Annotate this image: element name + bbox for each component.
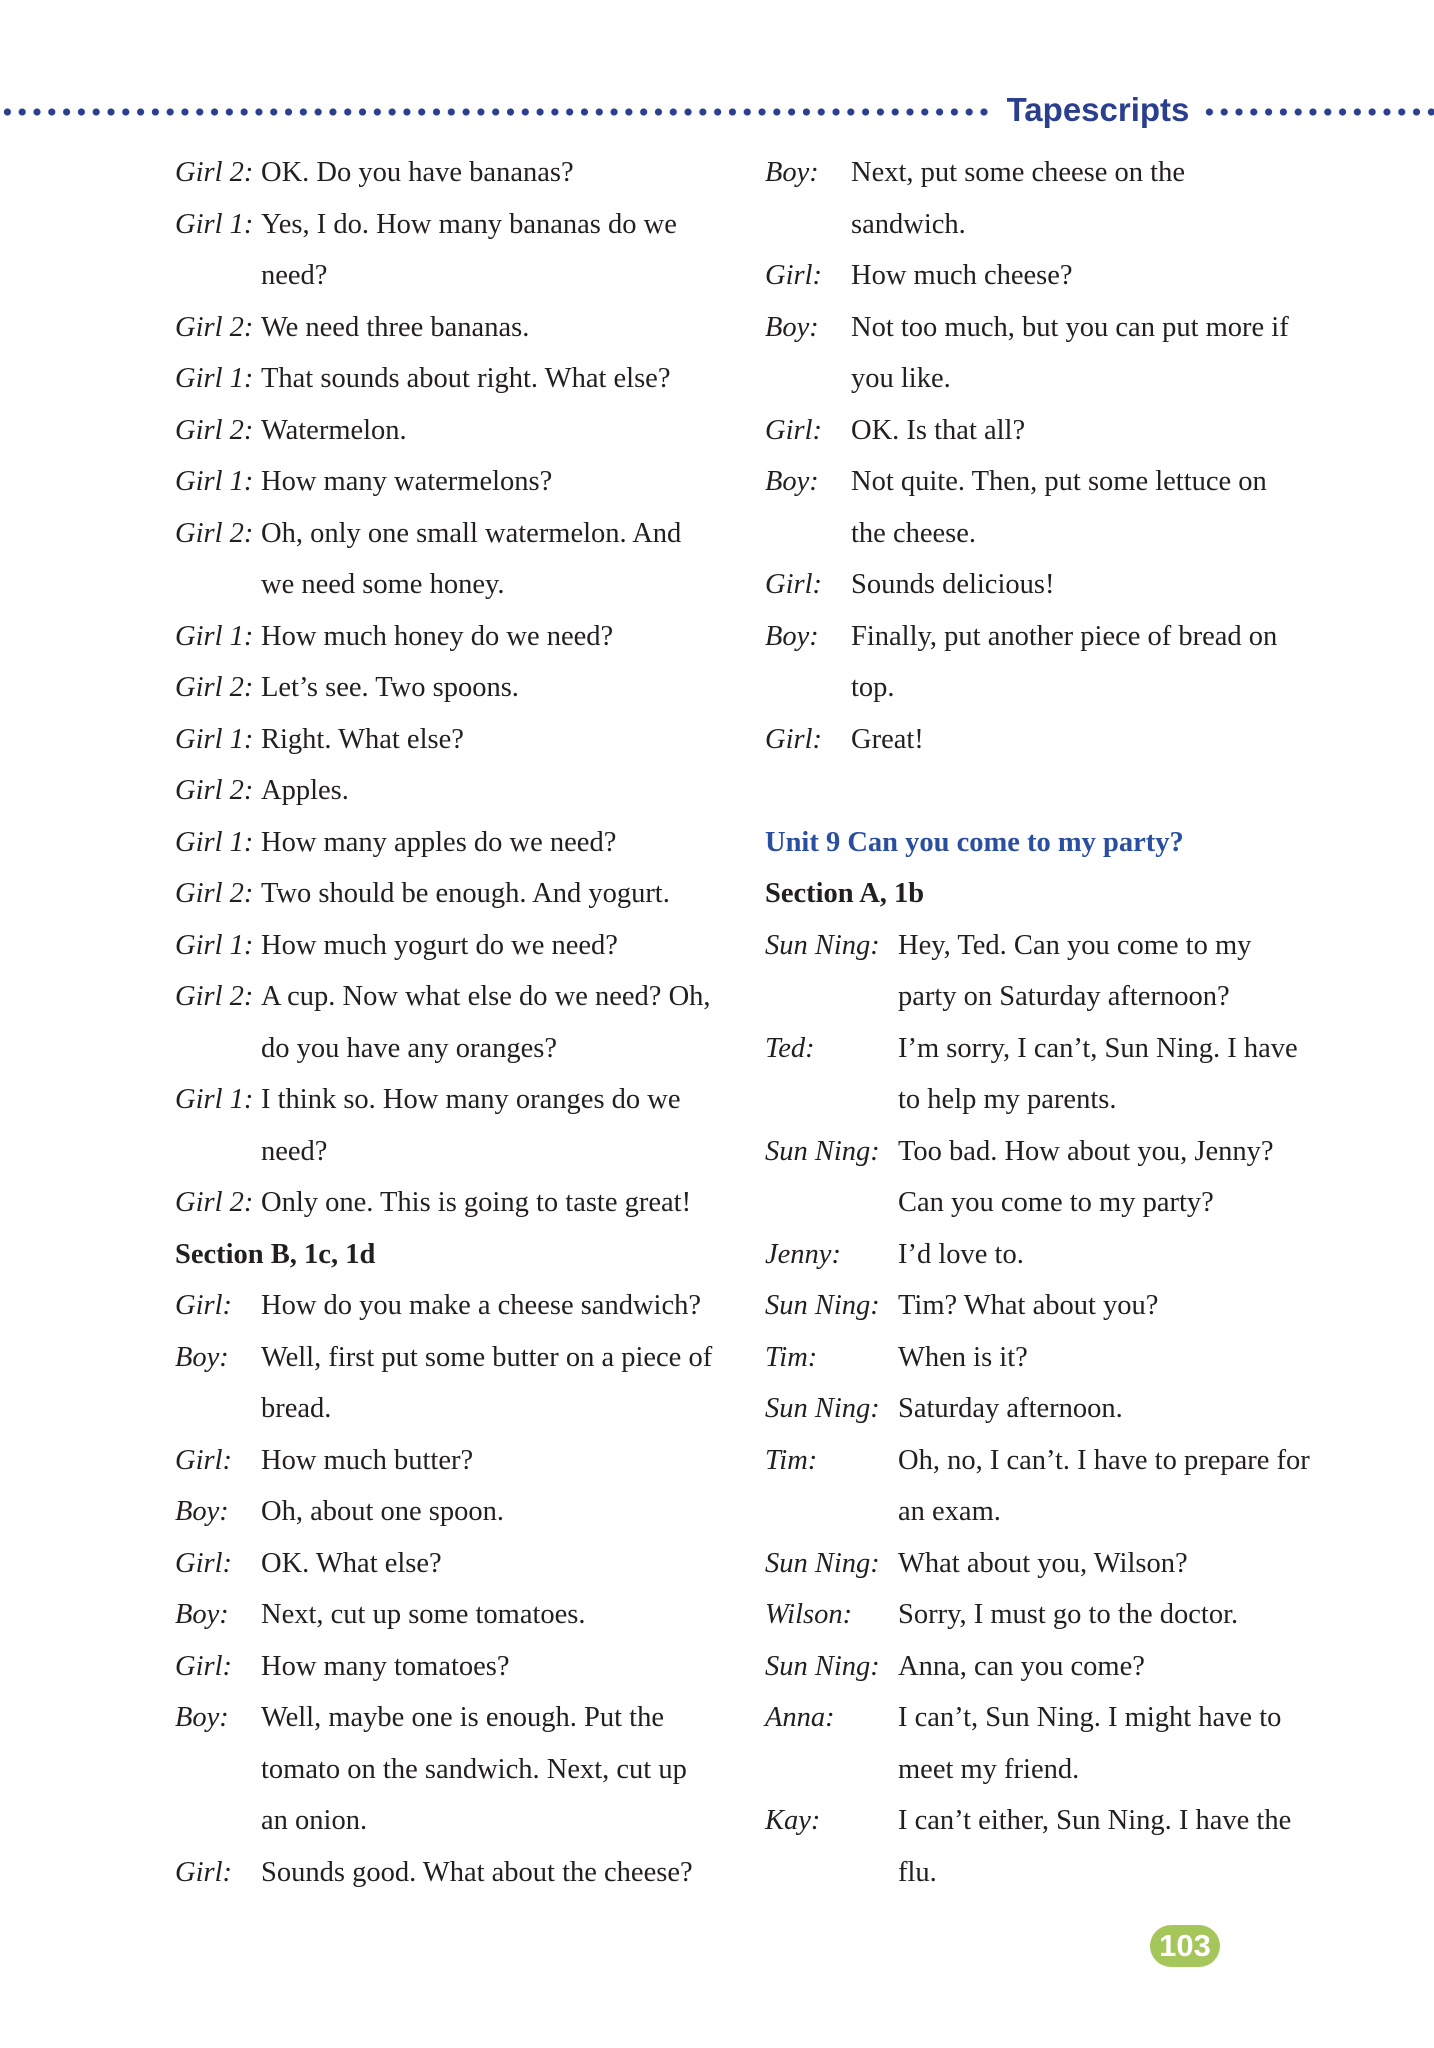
dialogue-line xyxy=(765,1435,1325,1487)
speaker-label: Girl: xyxy=(765,414,822,446)
dialogue-line-continuation xyxy=(175,1383,735,1435)
dialogue-line-continuation xyxy=(765,1177,1325,1229)
dialogue-line xyxy=(765,1538,1325,1590)
dialogue-text: Right. What else? xyxy=(261,723,464,755)
speaker-label: Boy: xyxy=(175,1496,229,1527)
dotted-rule-left xyxy=(0,108,992,116)
dialogue-line-continuation xyxy=(765,1486,1325,1538)
speaker-label: Girl 1: xyxy=(175,723,254,755)
dialogue-line-continuation xyxy=(175,1795,735,1847)
dialogue-line xyxy=(765,920,1325,972)
speaker-label: Tim: xyxy=(765,1341,818,1373)
dialogue-text: flu. xyxy=(898,1856,937,1888)
dialogue-line xyxy=(175,1074,735,1126)
dialogue-line xyxy=(175,353,735,405)
dialogue-line xyxy=(765,1383,1325,1435)
dialogue-line xyxy=(175,1177,735,1229)
speaker-label: Sun Ning: xyxy=(765,929,880,961)
header-title: Tapescripts xyxy=(1006,91,1190,128)
dialogue-text: Oh, no, I can’t. I have to prepare for xyxy=(898,1444,1310,1476)
spacer xyxy=(765,765,1325,817)
dialogue-text: Oh, only one small watermelon. And xyxy=(261,517,682,549)
dialogue-text: an onion. xyxy=(261,1805,368,1836)
dialogue-text: How much cheese? xyxy=(851,260,1073,291)
dialogue-text: sandwich. xyxy=(851,208,966,240)
dialogue-text: Hey, Ted. Can you come to my xyxy=(898,929,1252,961)
speaker-label: Boy: xyxy=(765,311,819,343)
speaker-label: Girl: xyxy=(175,1444,232,1476)
dialogue-text: Saturday afternoon. xyxy=(898,1393,1123,1424)
speaker-label: Girl: xyxy=(175,1547,232,1579)
dialogue-line xyxy=(765,611,1325,663)
dialogue-line xyxy=(175,1435,735,1487)
dialogue-text: I think so. How many oranges do we xyxy=(261,1084,681,1115)
dialogue-line-continuation xyxy=(175,250,735,302)
dialogue-text: Well, maybe one is enough. Put the xyxy=(261,1702,664,1733)
dialogue-text: I can’t either, Sun Ning. I have the xyxy=(898,1805,1292,1836)
dialogue-line xyxy=(765,1692,1325,1744)
dialogue-line-continuation xyxy=(175,1744,735,1796)
speaker-label: Girl 2: xyxy=(175,981,254,1012)
dialogue-text: meet my friend. xyxy=(898,1753,1080,1785)
dialogue-line xyxy=(175,868,735,920)
speaker-label: Girl 2: xyxy=(175,517,254,549)
dialogue-text: Sounds delicious! xyxy=(851,569,1055,600)
page-number-badge: 103 xyxy=(1150,1925,1220,1967)
dialogue-text: top. xyxy=(851,672,895,703)
dialogue-line xyxy=(175,199,735,251)
dialogue-line-continuation xyxy=(765,199,1325,251)
speaker-label: Girl 2: xyxy=(175,1187,254,1218)
dialogue-text: Great! xyxy=(851,723,924,755)
dialogue-text: We need three bananas. xyxy=(261,311,530,343)
dialogue-line xyxy=(175,508,735,560)
dialogue-text: Watermelon. xyxy=(261,414,407,446)
dialogue-line xyxy=(765,559,1325,611)
dialogue-line xyxy=(175,662,735,714)
dialogue-text: bread. xyxy=(261,1393,332,1424)
dialogue-line xyxy=(175,765,735,817)
dialogue-text: Sounds good. What about the cheese? xyxy=(261,1856,693,1888)
dialogue-text: How do you make a cheese sandwich? xyxy=(261,1290,702,1321)
dialogue-line xyxy=(765,405,1325,457)
dialogue-text: Not quite. Then, put some lettuce on xyxy=(851,466,1267,497)
speaker-label: Sun Ning: xyxy=(765,1547,880,1579)
dialogue-text: OK. Do you have bananas? xyxy=(261,157,574,188)
dialogue-line xyxy=(765,147,1325,199)
speaker-label: Sun Ning: xyxy=(765,1650,880,1682)
speaker-label: Boy: xyxy=(765,466,819,497)
speaker-label: Girl: xyxy=(765,723,822,755)
section-heading: Section B, 1c, 1d xyxy=(175,1238,376,1270)
speaker-label: Girl 1: xyxy=(175,208,254,240)
dialogue-line-continuation xyxy=(765,508,1325,560)
speaker-label: Anna: xyxy=(765,1702,835,1733)
speaker-label: Boy: xyxy=(765,157,819,188)
dialogue-text: How many watermelons? xyxy=(261,466,553,497)
speaker-label: Girl 1: xyxy=(175,466,254,497)
speaker-label: Girl 2: xyxy=(175,414,254,446)
dialogue-text: I can’t, Sun Ning. I might have to xyxy=(898,1702,1282,1733)
dialogue-text: How much honey do we need? xyxy=(261,620,614,652)
dialogue-text: need? xyxy=(261,1135,328,1167)
dialogue-line xyxy=(175,1280,735,1332)
speaker-label: Girl 2: xyxy=(175,672,254,703)
dialogue-line xyxy=(765,1229,1325,1281)
dialogue-line xyxy=(765,1641,1325,1693)
speaker-label: Jenny: xyxy=(765,1238,841,1270)
dialogue-line xyxy=(175,1847,735,1899)
dialogue-text: That sounds about right. What else? xyxy=(261,363,671,394)
dialogue-text: Yes, I do. How many bananas do we xyxy=(261,208,677,240)
dialogue-text: I’d love to. xyxy=(898,1238,1024,1270)
dialogue-text: Sorry, I must go to the doctor. xyxy=(898,1599,1239,1630)
dialogue-cheese-sandwich xyxy=(175,1280,735,1898)
right-column xyxy=(765,147,1325,1898)
section-heading: Section A, 1b xyxy=(765,878,925,909)
speaker-label: Girl: xyxy=(175,1856,232,1888)
dialogue-line xyxy=(175,1486,735,1538)
page-header xyxy=(0,88,1434,132)
dialogue-line xyxy=(765,1023,1325,1075)
dialogue-text: How many apples do we need? xyxy=(261,826,617,858)
speaker-label: Boy: xyxy=(175,1702,229,1733)
dialogue-line-continuation xyxy=(175,1023,735,1075)
dialogue-line xyxy=(175,920,735,972)
dialogue-text: Apples. xyxy=(261,775,349,806)
speaker-label: Wilson: xyxy=(765,1599,853,1630)
speaker-label: Girl 1: xyxy=(175,826,254,858)
speaker-label: Boy: xyxy=(175,1599,229,1630)
speaker-label: Girl 2: xyxy=(175,157,254,188)
dialogue-line xyxy=(765,1280,1325,1332)
speaker-label: Girl: xyxy=(765,569,822,600)
dialogue-text: Finally, put another piece of bread on xyxy=(851,620,1278,652)
dialogue-line xyxy=(175,971,735,1023)
speaker-label: Girl 2: xyxy=(175,878,254,909)
dialogue-text: Next, cut up some tomatoes. xyxy=(261,1599,586,1630)
dialogue-text: OK. What else? xyxy=(261,1547,442,1579)
speaker-label: Girl 1: xyxy=(175,929,254,961)
speaker-label: Girl 1: xyxy=(175,620,254,652)
dialogue-line xyxy=(175,147,735,199)
dialogue-line-continuation xyxy=(765,662,1325,714)
dialogue-line-continuation xyxy=(765,1847,1325,1899)
dialogue-text: the cheese. xyxy=(851,517,977,549)
dialogue-line xyxy=(175,1538,735,1590)
dialogue-line xyxy=(175,714,735,766)
dialogue-line xyxy=(765,1589,1325,1641)
dialogue-line xyxy=(175,817,735,869)
dialogue-text: Tim? What about you? xyxy=(898,1290,1159,1321)
dialogue-text: I’m sorry, I can’t, Sun Ning. I have xyxy=(898,1032,1298,1064)
dialogue-line xyxy=(765,456,1325,508)
dialogue-party-invitation xyxy=(765,920,1325,1899)
dialogue-text: Well, first put some butter on a piece of xyxy=(261,1341,713,1373)
dialogue-line xyxy=(765,1795,1325,1847)
dialogue-text: Only one. This is going to taste great! xyxy=(261,1187,692,1218)
dialogue-line xyxy=(765,302,1325,354)
dialogue-line xyxy=(765,714,1325,766)
dialogue-text: How many tomatoes? xyxy=(261,1650,510,1682)
dialogue-line xyxy=(175,1692,735,1744)
speaker-label: Girl: xyxy=(175,1650,232,1682)
dialogue-line-continuation xyxy=(765,353,1325,405)
speaker-label: Girl 2: xyxy=(175,311,254,343)
left-column xyxy=(175,147,735,1898)
speaker-label: Ted: xyxy=(765,1032,815,1064)
dialogue-text: tomato on the sandwich. Next, cut up xyxy=(261,1753,687,1785)
dialogue-line-continuation xyxy=(765,1744,1325,1796)
dialogue-text: Can you come to my party? xyxy=(898,1187,1214,1218)
dialogue-line-continuation xyxy=(175,1126,735,1178)
dialogue-food-list xyxy=(175,147,735,1229)
dialogue-text: do you have any oranges? xyxy=(261,1032,557,1064)
dialogue-text: Two should be enough. And yogurt. xyxy=(261,878,670,909)
speaker-label: Sun Ning: xyxy=(765,1393,880,1424)
dialogue-line xyxy=(175,611,735,663)
speaker-label: Girl: xyxy=(765,260,822,291)
dialogue-line xyxy=(175,1641,735,1693)
dialogue-line xyxy=(175,1332,735,1384)
unit-title: Unit 9 Can you come to my party? xyxy=(765,826,1184,858)
speaker-label: Girl 2: xyxy=(175,775,254,806)
dialogue-text: Too bad. How about you, Jenny? xyxy=(898,1135,1274,1167)
dialogue-text: we need some honey. xyxy=(261,569,505,600)
dialogue-text: you like. xyxy=(851,363,951,394)
dialogue-line xyxy=(765,1126,1325,1178)
dialogue-text: need? xyxy=(261,260,328,291)
speaker-label: Sun Ning: xyxy=(765,1135,880,1167)
speaker-label: Kay: xyxy=(765,1805,821,1836)
dialogue-line-continuation xyxy=(175,559,735,611)
dialogue-text: Not too much, but you can put more if xyxy=(851,311,1289,343)
dialogue-text: Anna, can you come? xyxy=(898,1650,1145,1682)
dialogue-line xyxy=(175,1589,735,1641)
dialogue-text: How much yogurt do we need? xyxy=(261,929,618,961)
dialogue-line xyxy=(765,250,1325,302)
speaker-label: Boy: xyxy=(175,1341,229,1373)
speaker-label: Girl 1: xyxy=(175,363,254,394)
dialogue-text: A cup. Now what else do we need? Oh, xyxy=(261,981,711,1012)
dialogue-text: an exam. xyxy=(898,1496,1001,1527)
dialogue-line-continuation xyxy=(765,971,1325,1023)
dialogue-text: When is it? xyxy=(898,1341,1028,1373)
dialogue-text: Oh, about one spoon. xyxy=(261,1496,505,1527)
dotted-rule-right xyxy=(1202,108,1434,116)
speaker-label: Girl: xyxy=(175,1290,232,1321)
speaker-label: Girl 1: xyxy=(175,1084,254,1115)
dialogue-text: Next, put some cheese on the xyxy=(851,157,1185,188)
dialogue-line xyxy=(175,405,735,457)
dialogue-text: to help my parents. xyxy=(898,1084,1117,1115)
speaker-label: Sun Ning: xyxy=(765,1290,880,1321)
dialogue-line xyxy=(765,1332,1325,1384)
dialogue-cheese-sandwich-continued xyxy=(765,147,1325,765)
dialogue-line xyxy=(175,456,735,508)
speaker-label: Boy: xyxy=(765,620,819,652)
dialogue-text: Let’s see. Two spoons. xyxy=(261,672,519,703)
dialogue-text: What about you, Wilson? xyxy=(898,1547,1188,1579)
dialogue-line-continuation xyxy=(765,1074,1325,1126)
dialogue-text: OK. Is that all? xyxy=(851,414,1026,446)
dialogue-line xyxy=(175,302,735,354)
dialogue-text: party on Saturday afternoon? xyxy=(898,981,1230,1012)
speaker-label: Tim: xyxy=(765,1444,818,1476)
dialogue-text: How much butter? xyxy=(261,1444,474,1476)
